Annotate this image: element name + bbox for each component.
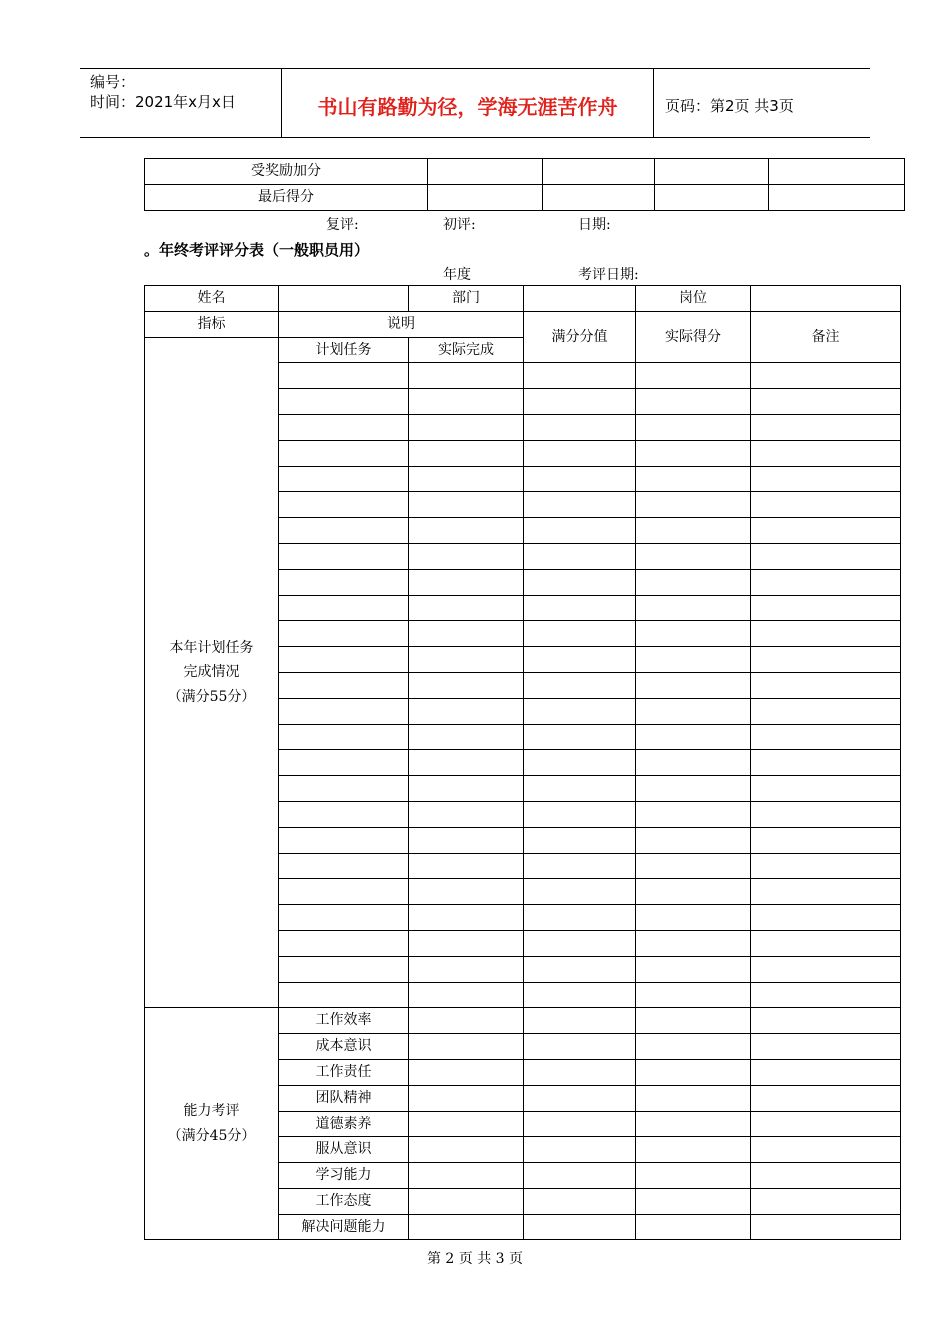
actual-done-cell[interactable] <box>409 595 524 621</box>
planned-task-cell[interactable] <box>279 414 409 440</box>
remarks-cell[interactable] <box>751 621 901 647</box>
actual-done-cell[interactable] <box>409 776 524 802</box>
actual-score-cell[interactable] <box>636 905 751 931</box>
actual-score-cell[interactable] <box>636 1137 751 1163</box>
ability-label: 团队精神 <box>279 1085 409 1111</box>
actual-score-cell[interactable] <box>636 930 751 956</box>
remarks-cell[interactable] <box>751 466 901 492</box>
planned-task-cell[interactable] <box>279 827 409 853</box>
actual-score-cell[interactable] <box>636 518 751 544</box>
actual-done-cell[interactable] <box>409 569 524 595</box>
planned-task-cell[interactable] <box>279 698 409 724</box>
date-label: 日期: <box>578 217 611 233</box>
full-score-cell[interactable] <box>524 672 636 698</box>
full-score-cell[interactable] <box>524 1214 636 1240</box>
actual-done-cell[interactable] <box>409 647 524 673</box>
full-score-cell[interactable] <box>524 776 636 802</box>
planned-task-cell[interactable] <box>279 776 409 802</box>
remarks-cell[interactable] <box>751 1085 901 1111</box>
actual-done-cell[interactable] <box>409 363 524 389</box>
full-score-header: 满分分值 <box>524 311 636 363</box>
serial-label: 编号： <box>90 73 136 91</box>
actual-score-cell[interactable] <box>636 698 751 724</box>
actual-score-cell[interactable] <box>636 724 751 750</box>
ability-description-cell[interactable] <box>409 1085 524 1111</box>
actual-score-cell[interactable] <box>636 1008 751 1034</box>
actual-done-cell[interactable] <box>409 621 524 647</box>
position-label: 岗位 <box>636 286 751 312</box>
cell[interactable] <box>543 185 655 211</box>
remarks-cell[interactable] <box>751 1008 901 1034</box>
remarks-cell[interactable] <box>751 801 901 827</box>
actual-score-cell[interactable] <box>636 1111 751 1137</box>
description-header: 说明 <box>279 311 524 337</box>
remarks-cell[interactable] <box>751 518 901 544</box>
department-label: 部门 <box>409 286 524 312</box>
actual-done-cell[interactable] <box>409 518 524 544</box>
actual-done-cell[interactable] <box>409 930 524 956</box>
full-score-cell[interactable] <box>524 930 636 956</box>
full-score-cell[interactable] <box>524 543 636 569</box>
motto: 书山有路勤为径，学海无涯苦作舟 <box>317 95 618 119</box>
actual-score-cell[interactable] <box>636 1214 751 1240</box>
remarks-cell[interactable] <box>751 647 901 673</box>
full-score-cell[interactable] <box>524 982 636 1008</box>
ability-description-cell[interactable] <box>409 1034 524 1060</box>
full-score-cell[interactable] <box>524 1111 636 1137</box>
page-footer: 第 2 页 共 3 页 <box>426 1251 524 1267</box>
remarks-cell[interactable] <box>751 569 901 595</box>
ability-label: 解决问题能力 <box>279 1214 409 1240</box>
full-score-cell[interactable] <box>524 801 636 827</box>
planned-task-cell[interactable] <box>279 363 409 389</box>
planned-task-cell[interactable] <box>279 569 409 595</box>
section-ability-title: 能力考评 <box>183 1103 240 1120</box>
actual-score-cell[interactable] <box>636 414 751 440</box>
full-score-cell[interactable] <box>524 698 636 724</box>
year-label: 年度 <box>443 267 471 283</box>
remarks-cell[interactable] <box>751 1163 901 1189</box>
actual-done-cell[interactable] <box>409 543 524 569</box>
full-score-cell[interactable] <box>524 956 636 982</box>
full-score-cell[interactable] <box>524 389 636 415</box>
remarks-cell[interactable] <box>751 492 901 518</box>
section-title: 。年终考评评分表（一般职员用） <box>144 241 370 259</box>
planned-task-cell[interactable] <box>279 518 409 544</box>
name-field[interactable] <box>279 286 409 312</box>
page-code: 页码：第2页 共3页 <box>665 97 794 115</box>
remarks-cell[interactable] <box>751 1059 901 1085</box>
actual-score-cell[interactable] <box>636 389 751 415</box>
actual-score-cell[interactable] <box>636 1059 751 1085</box>
name-label: 姓名 <box>145 286 279 312</box>
cell[interactable] <box>769 185 905 211</box>
planned-task-cell[interactable] <box>279 879 409 905</box>
full-score-cell[interactable] <box>524 1163 636 1189</box>
ability-description-cell[interactable] <box>409 1188 524 1214</box>
actual-done-cell[interactable] <box>409 414 524 440</box>
full-score-cell[interactable] <box>524 1188 636 1214</box>
remarks-cell[interactable] <box>751 930 901 956</box>
ability-label: 道德素养 <box>279 1111 409 1137</box>
planned-task-cell[interactable] <box>279 543 409 569</box>
ability-description-cell[interactable] <box>409 1111 524 1137</box>
eval-date-label: 考评日期: <box>578 267 639 283</box>
cell[interactable] <box>428 159 543 185</box>
actual-score-cell[interactable] <box>636 440 751 466</box>
actual-done-cell[interactable] <box>409 956 524 982</box>
remarks-cell[interactable] <box>751 1111 901 1137</box>
remarks-cell[interactable] <box>751 724 901 750</box>
actual-done-cell[interactable] <box>409 724 524 750</box>
cell[interactable] <box>655 159 769 185</box>
actual-done-cell[interactable] <box>409 389 524 415</box>
planned-task-cell[interactable] <box>279 801 409 827</box>
actual-score-cell[interactable] <box>636 827 751 853</box>
cell[interactable] <box>428 185 543 211</box>
cell[interactable] <box>655 185 769 211</box>
planned-task-cell[interactable] <box>279 647 409 673</box>
actual-done-cell[interactable] <box>409 879 524 905</box>
remarks-cell[interactable] <box>751 543 901 569</box>
full-score-cell[interactable] <box>524 518 636 544</box>
full-score-cell[interactable] <box>524 827 636 853</box>
full-score-cell[interactable] <box>524 1008 636 1034</box>
actual-done-cell[interactable] <box>409 440 524 466</box>
actual-done-cell[interactable] <box>409 827 524 853</box>
section-plan-tasks <box>145 337 279 1008</box>
actual-done-cell[interactable] <box>409 982 524 1008</box>
section-ability-score: （满分45分） <box>167 1127 256 1144</box>
actual-score-cell[interactable] <box>636 466 751 492</box>
actual-score-cell[interactable] <box>636 1085 751 1111</box>
review-label: 复评: <box>326 217 359 233</box>
actual-done-cell[interactable] <box>409 698 524 724</box>
remarks-cell[interactable] <box>751 1034 901 1060</box>
actual-done-cell[interactable] <box>409 853 524 879</box>
ability-description-cell[interactable] <box>409 1059 524 1085</box>
actual-score-cell[interactable] <box>636 621 751 647</box>
ability-description-cell[interactable] <box>409 1137 524 1163</box>
page-header <box>80 68 870 138</box>
table-row <box>145 286 901 312</box>
full-score-cell[interactable] <box>524 1137 636 1163</box>
actual-score-cell[interactable] <box>636 956 751 982</box>
planned-task-cell[interactable] <box>279 724 409 750</box>
ability-description-cell[interactable] <box>409 1008 524 1034</box>
actual-done-cell[interactable] <box>409 672 524 698</box>
actual-score-header: 实际得分 <box>636 311 751 363</box>
full-score-cell[interactable] <box>524 750 636 776</box>
full-score-cell[interactable] <box>524 363 636 389</box>
section-plan-score: （满分55分） <box>167 688 256 705</box>
planned-task-cell[interactable] <box>279 466 409 492</box>
full-score-cell[interactable] <box>524 466 636 492</box>
planned-task-cell[interactable] <box>279 853 409 879</box>
full-score-cell[interactable] <box>524 879 636 905</box>
actual-score-cell[interactable] <box>636 1163 751 1189</box>
full-score-cell[interactable] <box>524 647 636 673</box>
remarks-cell[interactable] <box>751 363 901 389</box>
remarks-cell[interactable] <box>751 440 901 466</box>
ability-label: 成本意识 <box>279 1034 409 1060</box>
planned-task-header: 计划任务 <box>279 337 409 363</box>
ability-label: 学习能力 <box>279 1163 409 1189</box>
section-ability <box>145 1008 279 1240</box>
full-score-cell[interactable] <box>524 569 636 595</box>
initial-review-label: 初评: <box>443 217 476 233</box>
actual-done-cell[interactable] <box>409 750 524 776</box>
actual-score-cell[interactable] <box>636 543 751 569</box>
full-score-cell[interactable] <box>524 621 636 647</box>
full-score-cell[interactable] <box>524 724 636 750</box>
remarks-cell[interactable] <box>751 776 901 802</box>
remarks-cell[interactable] <box>751 1214 901 1240</box>
table-row <box>145 311 901 337</box>
planned-task-cell[interactable] <box>279 905 409 931</box>
actual-done-cell[interactable] <box>409 905 524 931</box>
actual-score-cell[interactable] <box>636 801 751 827</box>
ability-description-cell[interactable] <box>409 1163 524 1189</box>
actual-score-cell[interactable] <box>636 1034 751 1060</box>
actual-score-cell[interactable] <box>636 492 751 518</box>
planned-task-cell[interactable] <box>279 389 409 415</box>
full-score-cell[interactable] <box>524 1059 636 1085</box>
remarks-cell[interactable] <box>751 389 901 415</box>
actual-done-cell[interactable] <box>409 801 524 827</box>
full-score-cell[interactable] <box>524 1085 636 1111</box>
table-row <box>145 159 905 185</box>
actual-score-cell[interactable] <box>636 982 751 1008</box>
actual-done-cell[interactable] <box>409 466 524 492</box>
table-row <box>145 185 905 211</box>
full-score-cell[interactable] <box>524 853 636 879</box>
planned-task-cell[interactable] <box>279 672 409 698</box>
actual-score-cell[interactable] <box>636 647 751 673</box>
full-score-cell[interactable] <box>524 492 636 518</box>
actual-score-cell[interactable] <box>636 1188 751 1214</box>
full-score-cell[interactable] <box>524 440 636 466</box>
section-plan-title: 本年计划任务 <box>169 639 254 656</box>
remarks-cell[interactable] <box>751 956 901 982</box>
remarks-cell[interactable] <box>751 879 901 905</box>
position-field[interactable] <box>751 286 901 312</box>
planned-task-cell[interactable] <box>279 956 409 982</box>
remarks-cell[interactable] <box>751 1188 901 1214</box>
time-label: 时间：2021年x月x日 <box>90 93 236 111</box>
remarks-cell[interactable] <box>751 698 901 724</box>
actual-score-cell[interactable] <box>636 776 751 802</box>
full-score-cell[interactable] <box>524 905 636 931</box>
remarks-cell[interactable] <box>751 414 901 440</box>
indicator-header: 指标 <box>145 311 279 337</box>
ability-label: 工作效率 <box>279 1008 409 1034</box>
ability-description-cell[interactable] <box>409 1214 524 1240</box>
ability-label: 服从意识 <box>279 1137 409 1163</box>
ability-label: 工作责任 <box>279 1059 409 1085</box>
planned-task-cell[interactable] <box>279 982 409 1008</box>
actual-score-cell[interactable] <box>636 595 751 621</box>
full-score-cell[interactable] <box>524 595 636 621</box>
score-summary-table <box>144 158 905 211</box>
ability-label: 工作态度 <box>279 1188 409 1214</box>
remarks-cell[interactable] <box>751 1137 901 1163</box>
cell[interactable] <box>769 159 905 185</box>
full-score-cell[interactable] <box>524 414 636 440</box>
actual-score-cell[interactable] <box>636 672 751 698</box>
full-score-cell[interactable] <box>524 1034 636 1060</box>
annual-evaluation-table <box>144 285 901 1240</box>
actual-score-cell[interactable] <box>636 750 751 776</box>
remarks-header: 备注 <box>751 311 901 363</box>
planned-task-cell[interactable] <box>279 492 409 518</box>
planned-task-cell[interactable] <box>279 930 409 956</box>
table-row <box>145 1008 901 1034</box>
remarks-cell[interactable] <box>751 905 901 931</box>
actual-score-cell[interactable] <box>636 853 751 879</box>
cell[interactable] <box>543 159 655 185</box>
final-score-label: 最后得分 <box>145 185 428 211</box>
planned-task-cell[interactable] <box>279 750 409 776</box>
actual-score-cell[interactable] <box>636 363 751 389</box>
planned-task-cell[interactable] <box>279 440 409 466</box>
actual-score-cell[interactable] <box>636 879 751 905</box>
remarks-cell[interactable] <box>751 672 901 698</box>
planned-task-cell[interactable] <box>279 621 409 647</box>
remarks-cell[interactable] <box>751 750 901 776</box>
remarks-cell[interactable] <box>751 982 901 1008</box>
actual-done-header: 实际完成 <box>409 337 524 363</box>
remarks-cell[interactable] <box>751 853 901 879</box>
bonus-label: 受奖励加分 <box>145 159 428 185</box>
remarks-cell[interactable] <box>751 827 901 853</box>
actual-score-cell[interactable] <box>636 569 751 595</box>
remarks-cell[interactable] <box>751 595 901 621</box>
planned-task-cell[interactable] <box>279 595 409 621</box>
header-divider <box>653 69 654 137</box>
department-field[interactable] <box>524 286 636 312</box>
actual-done-cell[interactable] <box>409 492 524 518</box>
section-plan-subtitle: 完成情况 <box>183 664 240 681</box>
